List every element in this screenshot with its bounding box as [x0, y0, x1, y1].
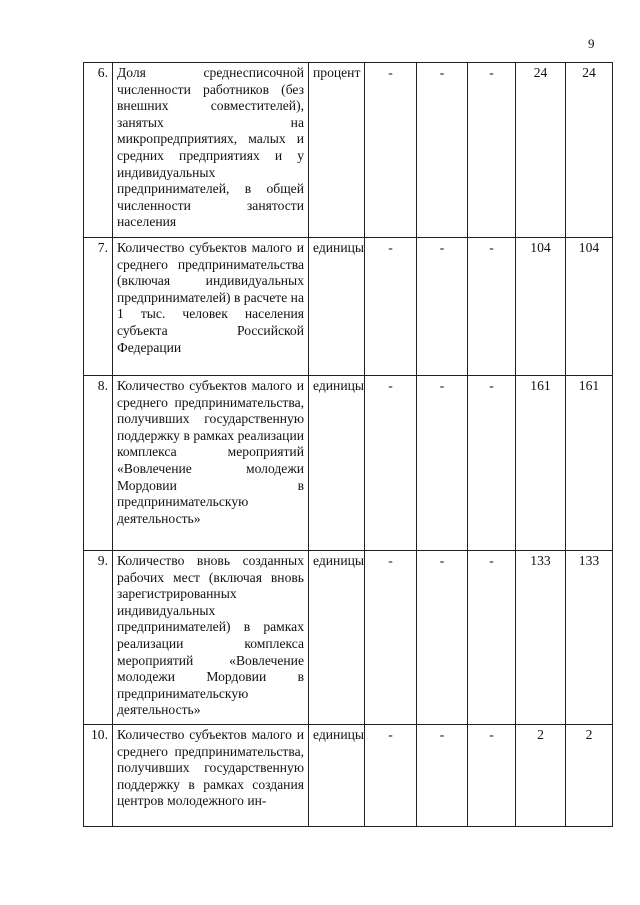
- value-cell: -: [417, 376, 468, 551]
- value-cell: 2: [516, 725, 566, 827]
- value-cell: -: [417, 238, 468, 376]
- table-row: [84, 63, 613, 238]
- indicators-table: [83, 62, 613, 827]
- unit-cell: процент: [309, 63, 365, 238]
- value-cell: -: [468, 551, 516, 725]
- table-row: [84, 238, 613, 376]
- table-row: [84, 551, 613, 725]
- table-row: [84, 725, 613, 827]
- value-cell: -: [417, 63, 468, 238]
- indicator-name: Количество субъектов малого и среднего предпринимательства (включая индивидуальных предпринимателей) в расчете на 1 тыс. человек населения субъекта Российской Федерации: [113, 238, 309, 376]
- value-cell: 133: [566, 551, 613, 725]
- value-cell: -: [365, 63, 417, 238]
- value-cell: 104: [566, 238, 613, 376]
- table-row: [84, 376, 613, 551]
- value-cell: -: [468, 376, 516, 551]
- value-cell: 24: [566, 63, 613, 238]
- value-cell: -: [365, 725, 417, 827]
- row-number: 9.: [84, 551, 113, 725]
- unit-cell: единицы: [309, 551, 365, 725]
- value-cell: -: [365, 376, 417, 551]
- value-cell: 24: [516, 63, 566, 238]
- value-cell: 133: [516, 551, 566, 725]
- value-cell: -: [365, 238, 417, 376]
- value-cell: 161: [566, 376, 613, 551]
- indicator-name: Количество субъектов малого и среднего предпринимательства, получивших государственную поддержку в рамках создания центров молодежного ин-: [113, 725, 309, 827]
- value-cell: -: [417, 725, 468, 827]
- value-cell: -: [468, 63, 516, 238]
- row-number: 7.: [84, 238, 113, 376]
- indicator-name: Доля среднесписочной численности работников (без внешних совместителей), занятых на микропредприятиях, малых и средних предприятиях и у индивидуальных предпринимателей, в общей численности занятости населения: [113, 63, 309, 238]
- value-cell: -: [468, 238, 516, 376]
- value-cell: 161: [516, 376, 566, 551]
- unit-cell: единицы: [309, 725, 365, 827]
- row-number: 10.: [84, 725, 113, 827]
- value-cell: -: [468, 725, 516, 827]
- value-cell: -: [365, 551, 417, 725]
- value-cell: -: [417, 551, 468, 725]
- indicator-name: Количество субъектов малого и среднего предпринимательства, получивших государственную поддержку в рамках реализации комплекса мероприятий «Вовлечение молодежи Мордовии в предпринимательскую деятельность»: [113, 376, 309, 551]
- row-number: 6.: [84, 63, 113, 238]
- unit-cell: единицы: [309, 238, 365, 376]
- indicator-name: Количество вновь созданных рабочих мест (включая вновь зарегистрированных индивидуальных предпринимателей) в рамках реализации комплекса мероприятий «Вовлечение молодежи Мордовии в предпринимательскую деятельность»: [113, 551, 309, 725]
- unit-cell: единицы: [309, 376, 365, 551]
- page-number: 9: [588, 36, 595, 51]
- value-cell: 2: [566, 725, 613, 827]
- row-number: 8.: [84, 376, 113, 551]
- value-cell: 104: [516, 238, 566, 376]
